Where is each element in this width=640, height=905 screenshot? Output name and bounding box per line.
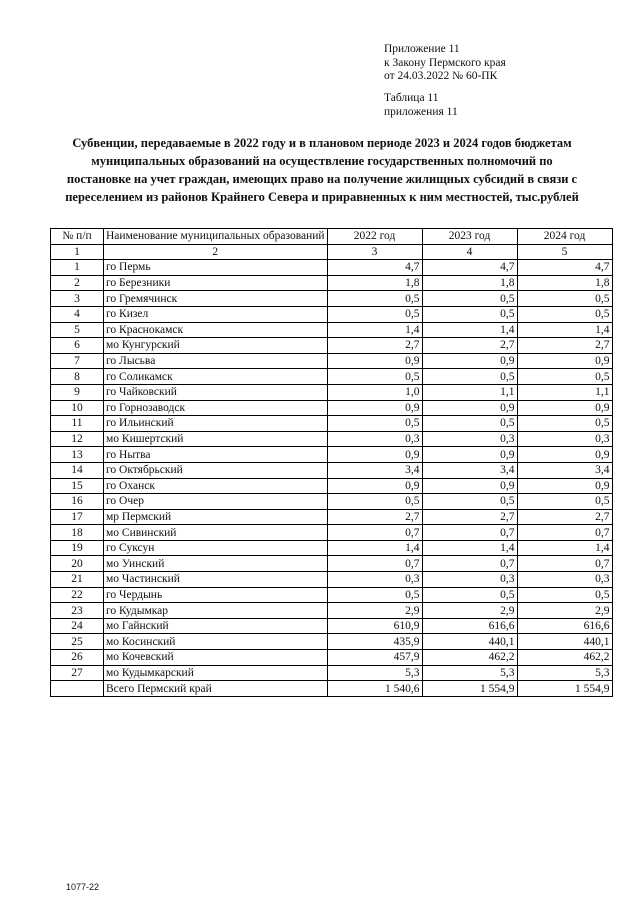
value-2022: 4,7 bbox=[327, 260, 422, 276]
total-number bbox=[51, 681, 104, 697]
table-row bbox=[51, 572, 613, 588]
value-2022: 0,7 bbox=[327, 556, 422, 572]
municipality-name: го Суксун bbox=[104, 540, 328, 556]
value-2023: 2,7 bbox=[422, 509, 517, 525]
value-2023: 0,9 bbox=[422, 478, 517, 494]
municipality-name: го Краснокамск bbox=[104, 322, 328, 338]
municipality-name: го Чайковский bbox=[104, 384, 328, 400]
row-number: 20 bbox=[51, 556, 104, 572]
row-number: 13 bbox=[51, 447, 104, 463]
value-2023: 0,5 bbox=[422, 369, 517, 385]
municipality-name: го Березники bbox=[104, 275, 328, 291]
row-number: 23 bbox=[51, 603, 104, 619]
table-row bbox=[51, 587, 613, 603]
municipality-name: го Кудымкар bbox=[104, 603, 328, 619]
municipality-name: мо Косинский bbox=[104, 634, 328, 650]
municipality-name: мр Пермский bbox=[104, 509, 328, 525]
row-number: 10 bbox=[51, 400, 104, 416]
value-2022: 457,9 bbox=[327, 650, 422, 666]
total-2024: 1 554,9 bbox=[517, 681, 612, 697]
value-2024: 1,4 bbox=[517, 322, 612, 338]
total-2022: 1 540,6 bbox=[327, 681, 422, 697]
row-number: 16 bbox=[51, 494, 104, 510]
table-appendix: приложения 11 bbox=[384, 105, 458, 118]
row-number: 17 bbox=[51, 509, 104, 525]
table-row bbox=[51, 540, 613, 556]
value-2024: 1,1 bbox=[517, 384, 612, 400]
value-2022: 0,7 bbox=[327, 525, 422, 541]
total-label: Всего Пермский край bbox=[104, 681, 328, 697]
municipality-name: мо Гайнский bbox=[104, 618, 328, 634]
municipality-name: го Оханск bbox=[104, 478, 328, 494]
row-number: 3 bbox=[51, 291, 104, 307]
value-2022: 0,9 bbox=[327, 400, 422, 416]
row-number: 22 bbox=[51, 587, 104, 603]
municipality-name: мо Кишертский bbox=[104, 431, 328, 447]
value-2024: 2,7 bbox=[517, 509, 612, 525]
municipality-name: го Пермь bbox=[104, 260, 328, 276]
table-row bbox=[51, 260, 613, 276]
value-2024: 4,7 bbox=[517, 260, 612, 276]
row-number: 7 bbox=[51, 353, 104, 369]
value-2022: 0,5 bbox=[327, 369, 422, 385]
value-2022: 1,4 bbox=[327, 322, 422, 338]
row-number: 24 bbox=[51, 618, 104, 634]
table-row bbox=[51, 478, 613, 494]
table-row bbox=[51, 509, 613, 525]
municipality-name: го Очер bbox=[104, 494, 328, 510]
row-number: 19 bbox=[51, 540, 104, 556]
value-2023: 616,6 bbox=[422, 618, 517, 634]
row-number: 14 bbox=[51, 462, 104, 478]
table-row bbox=[51, 462, 613, 478]
appendix-date-line: от 24.03.2022 № 60-ПК bbox=[384, 70, 498, 82]
value-2022: 0,9 bbox=[327, 478, 422, 494]
document-title: Субвенции, передаваемые в 2022 году и в плановом периоде 2023 и 2024 годов бюджетам муниципальных образований на осуществление государственных полномочий по постановке на учет граждан, имеющих право на получение жилищных субсидий в связи с переселением из районов Крайнего Севера и приравненных к ним местностей, тыс.рублей bbox=[65, 136, 579, 204]
row-number: 11 bbox=[51, 416, 104, 432]
row-number: 9 bbox=[51, 384, 104, 400]
value-2023: 3,4 bbox=[422, 462, 517, 478]
table-row bbox=[51, 634, 613, 650]
value-2024: 0,5 bbox=[517, 306, 612, 322]
row-number: 5 bbox=[51, 322, 104, 338]
municipality-name: го Нытва bbox=[104, 447, 328, 463]
value-2023: 2,7 bbox=[422, 338, 517, 354]
value-2022: 0,5 bbox=[327, 494, 422, 510]
value-2023: 0,5 bbox=[422, 494, 517, 510]
table-row bbox=[51, 650, 613, 666]
header-name: Наименование муниципальных образований bbox=[104, 229, 328, 245]
value-2023: 0,5 bbox=[422, 416, 517, 432]
appendix-reference bbox=[384, 43, 506, 84]
value-2024: 1,8 bbox=[517, 275, 612, 291]
table-row bbox=[51, 416, 613, 432]
value-2024: 0,3 bbox=[517, 572, 612, 588]
value-2023: 0,7 bbox=[422, 525, 517, 541]
table-body bbox=[51, 260, 613, 697]
municipality-name: мо Кудымкарский bbox=[104, 665, 328, 681]
value-2022: 0,5 bbox=[327, 416, 422, 432]
value-2023: 0,5 bbox=[422, 306, 517, 322]
municipality-name: мо Кочевский bbox=[104, 650, 328, 666]
value-2023: 0,9 bbox=[422, 400, 517, 416]
value-2023: 0,5 bbox=[422, 291, 517, 307]
value-2022: 0,3 bbox=[327, 431, 422, 447]
value-2024: 0,7 bbox=[517, 556, 612, 572]
municipality-name: го Октябрьский bbox=[104, 462, 328, 478]
column-index: 3 bbox=[327, 244, 422, 260]
value-2024: 0,9 bbox=[517, 353, 612, 369]
value-2023: 0,3 bbox=[422, 572, 517, 588]
municipality-name: мо Кунгурский bbox=[104, 338, 328, 354]
value-2023: 0,9 bbox=[422, 447, 517, 463]
value-2024: 1,4 bbox=[517, 540, 612, 556]
table-row bbox=[51, 556, 613, 572]
table-row bbox=[51, 384, 613, 400]
header-num: № п/п bbox=[51, 229, 104, 245]
value-2022: 3,4 bbox=[327, 462, 422, 478]
value-2024: 0,9 bbox=[517, 478, 612, 494]
row-number: 8 bbox=[51, 369, 104, 385]
value-2023: 5,3 bbox=[422, 665, 517, 681]
value-2023: 1,1 bbox=[422, 384, 517, 400]
value-2022: 2,7 bbox=[327, 338, 422, 354]
row-number: 21 bbox=[51, 572, 104, 588]
value-2024: 616,6 bbox=[517, 618, 612, 634]
table-row bbox=[51, 291, 613, 307]
table-row bbox=[51, 369, 613, 385]
value-2024: 0,9 bbox=[517, 400, 612, 416]
column-index: 1 bbox=[51, 244, 104, 260]
value-2022: 1,4 bbox=[327, 540, 422, 556]
row-number: 1 bbox=[51, 260, 104, 276]
value-2022: 0,5 bbox=[327, 587, 422, 603]
value-2024: 0,9 bbox=[517, 447, 612, 463]
value-2022: 0,9 bbox=[327, 447, 422, 463]
column-index: 5 bbox=[517, 244, 612, 260]
value-2024: 0,3 bbox=[517, 431, 612, 447]
total-2023: 1 554,9 bbox=[422, 681, 517, 697]
value-2023: 0,3 bbox=[422, 431, 517, 447]
municipality-name: мо Частинский bbox=[104, 572, 328, 588]
value-2022: 0,3 bbox=[327, 572, 422, 588]
row-number: 18 bbox=[51, 525, 104, 541]
row-number: 2 bbox=[51, 275, 104, 291]
value-2024: 0,5 bbox=[517, 494, 612, 510]
value-2023: 2,9 bbox=[422, 603, 517, 619]
value-2024: 440,1 bbox=[517, 634, 612, 650]
table-row bbox=[51, 603, 613, 619]
value-2022: 0,9 bbox=[327, 353, 422, 369]
table-row bbox=[51, 618, 613, 634]
value-2024: 2,9 bbox=[517, 603, 612, 619]
table-row bbox=[51, 494, 613, 510]
municipality-name: го Кизел bbox=[104, 306, 328, 322]
value-2023: 440,1 bbox=[422, 634, 517, 650]
row-number: 27 bbox=[51, 665, 104, 681]
table-header-row bbox=[51, 229, 613, 245]
header-2022: 2022 год bbox=[327, 229, 422, 245]
value-2022: 1,0 bbox=[327, 384, 422, 400]
row-number: 12 bbox=[51, 431, 104, 447]
municipality-name: го Лысьва bbox=[104, 353, 328, 369]
value-2022: 435,9 bbox=[327, 634, 422, 650]
value-2024: 462,2 bbox=[517, 650, 612, 666]
value-2023: 1,4 bbox=[422, 322, 517, 338]
table-row bbox=[51, 353, 613, 369]
total-row bbox=[51, 681, 613, 697]
table-row bbox=[51, 400, 613, 416]
appendix-line: Приложение 11 bbox=[384, 43, 460, 55]
value-2022: 1,8 bbox=[327, 275, 422, 291]
value-2024: 3,4 bbox=[517, 462, 612, 478]
municipality-name: го Чердынь bbox=[104, 587, 328, 603]
header-2024: 2024 год bbox=[517, 229, 612, 245]
table-row bbox=[51, 275, 613, 291]
value-2024: 0,5 bbox=[517, 416, 612, 432]
row-number: 15 bbox=[51, 478, 104, 494]
value-2022: 2,7 bbox=[327, 509, 422, 525]
row-number: 25 bbox=[51, 634, 104, 650]
row-number: 26 bbox=[51, 650, 104, 666]
table-row bbox=[51, 665, 613, 681]
appendix-law-line: к Закону Пермского края bbox=[384, 56, 506, 69]
row-number: 6 bbox=[51, 338, 104, 354]
value-2023: 0,5 bbox=[422, 587, 517, 603]
municipality-name: мо Сивинский bbox=[104, 525, 328, 541]
municipality-name: мо Уинский bbox=[104, 556, 328, 572]
subsidies-table bbox=[50, 228, 613, 697]
footer-code: 1077-22 bbox=[66, 882, 100, 892]
value-2024: 0,5 bbox=[517, 587, 612, 603]
column-index: 2 bbox=[104, 244, 328, 260]
value-2022: 5,3 bbox=[327, 665, 422, 681]
column-index-row bbox=[51, 244, 613, 260]
row-number: 4 bbox=[51, 306, 104, 322]
municipality-name: го Ильинский bbox=[104, 416, 328, 432]
table-row bbox=[51, 525, 613, 541]
value-2023: 0,7 bbox=[422, 556, 517, 572]
value-2023: 1,8 bbox=[422, 275, 517, 291]
header-2023: 2023 год bbox=[422, 229, 517, 245]
value-2023: 4,7 bbox=[422, 260, 517, 276]
value-2024: 0,5 bbox=[517, 369, 612, 385]
value-2023: 0,9 bbox=[422, 353, 517, 369]
value-2022: 2,9 bbox=[327, 603, 422, 619]
table-number: Таблица 11 bbox=[384, 92, 439, 104]
municipality-name: го Горнозаводск bbox=[104, 400, 328, 416]
value-2023: 1,4 bbox=[422, 540, 517, 556]
value-2024: 0,5 bbox=[517, 291, 612, 307]
column-index: 4 bbox=[422, 244, 517, 260]
table-row bbox=[51, 322, 613, 338]
value-2023: 462,2 bbox=[422, 650, 517, 666]
value-2024: 5,3 bbox=[517, 665, 612, 681]
value-2024: 0,7 bbox=[517, 525, 612, 541]
table-row bbox=[51, 306, 613, 322]
municipality-name: го Гремячинск bbox=[104, 291, 328, 307]
table-row bbox=[51, 338, 613, 354]
value-2022: 610,9 bbox=[327, 618, 422, 634]
value-2022: 0,5 bbox=[327, 291, 422, 307]
value-2024: 2,7 bbox=[517, 338, 612, 354]
table-row bbox=[51, 447, 613, 463]
table-reference bbox=[384, 92, 458, 119]
table-row bbox=[51, 431, 613, 447]
municipality-name: го Соликамск bbox=[104, 369, 328, 385]
value-2022: 0,5 bbox=[327, 306, 422, 322]
